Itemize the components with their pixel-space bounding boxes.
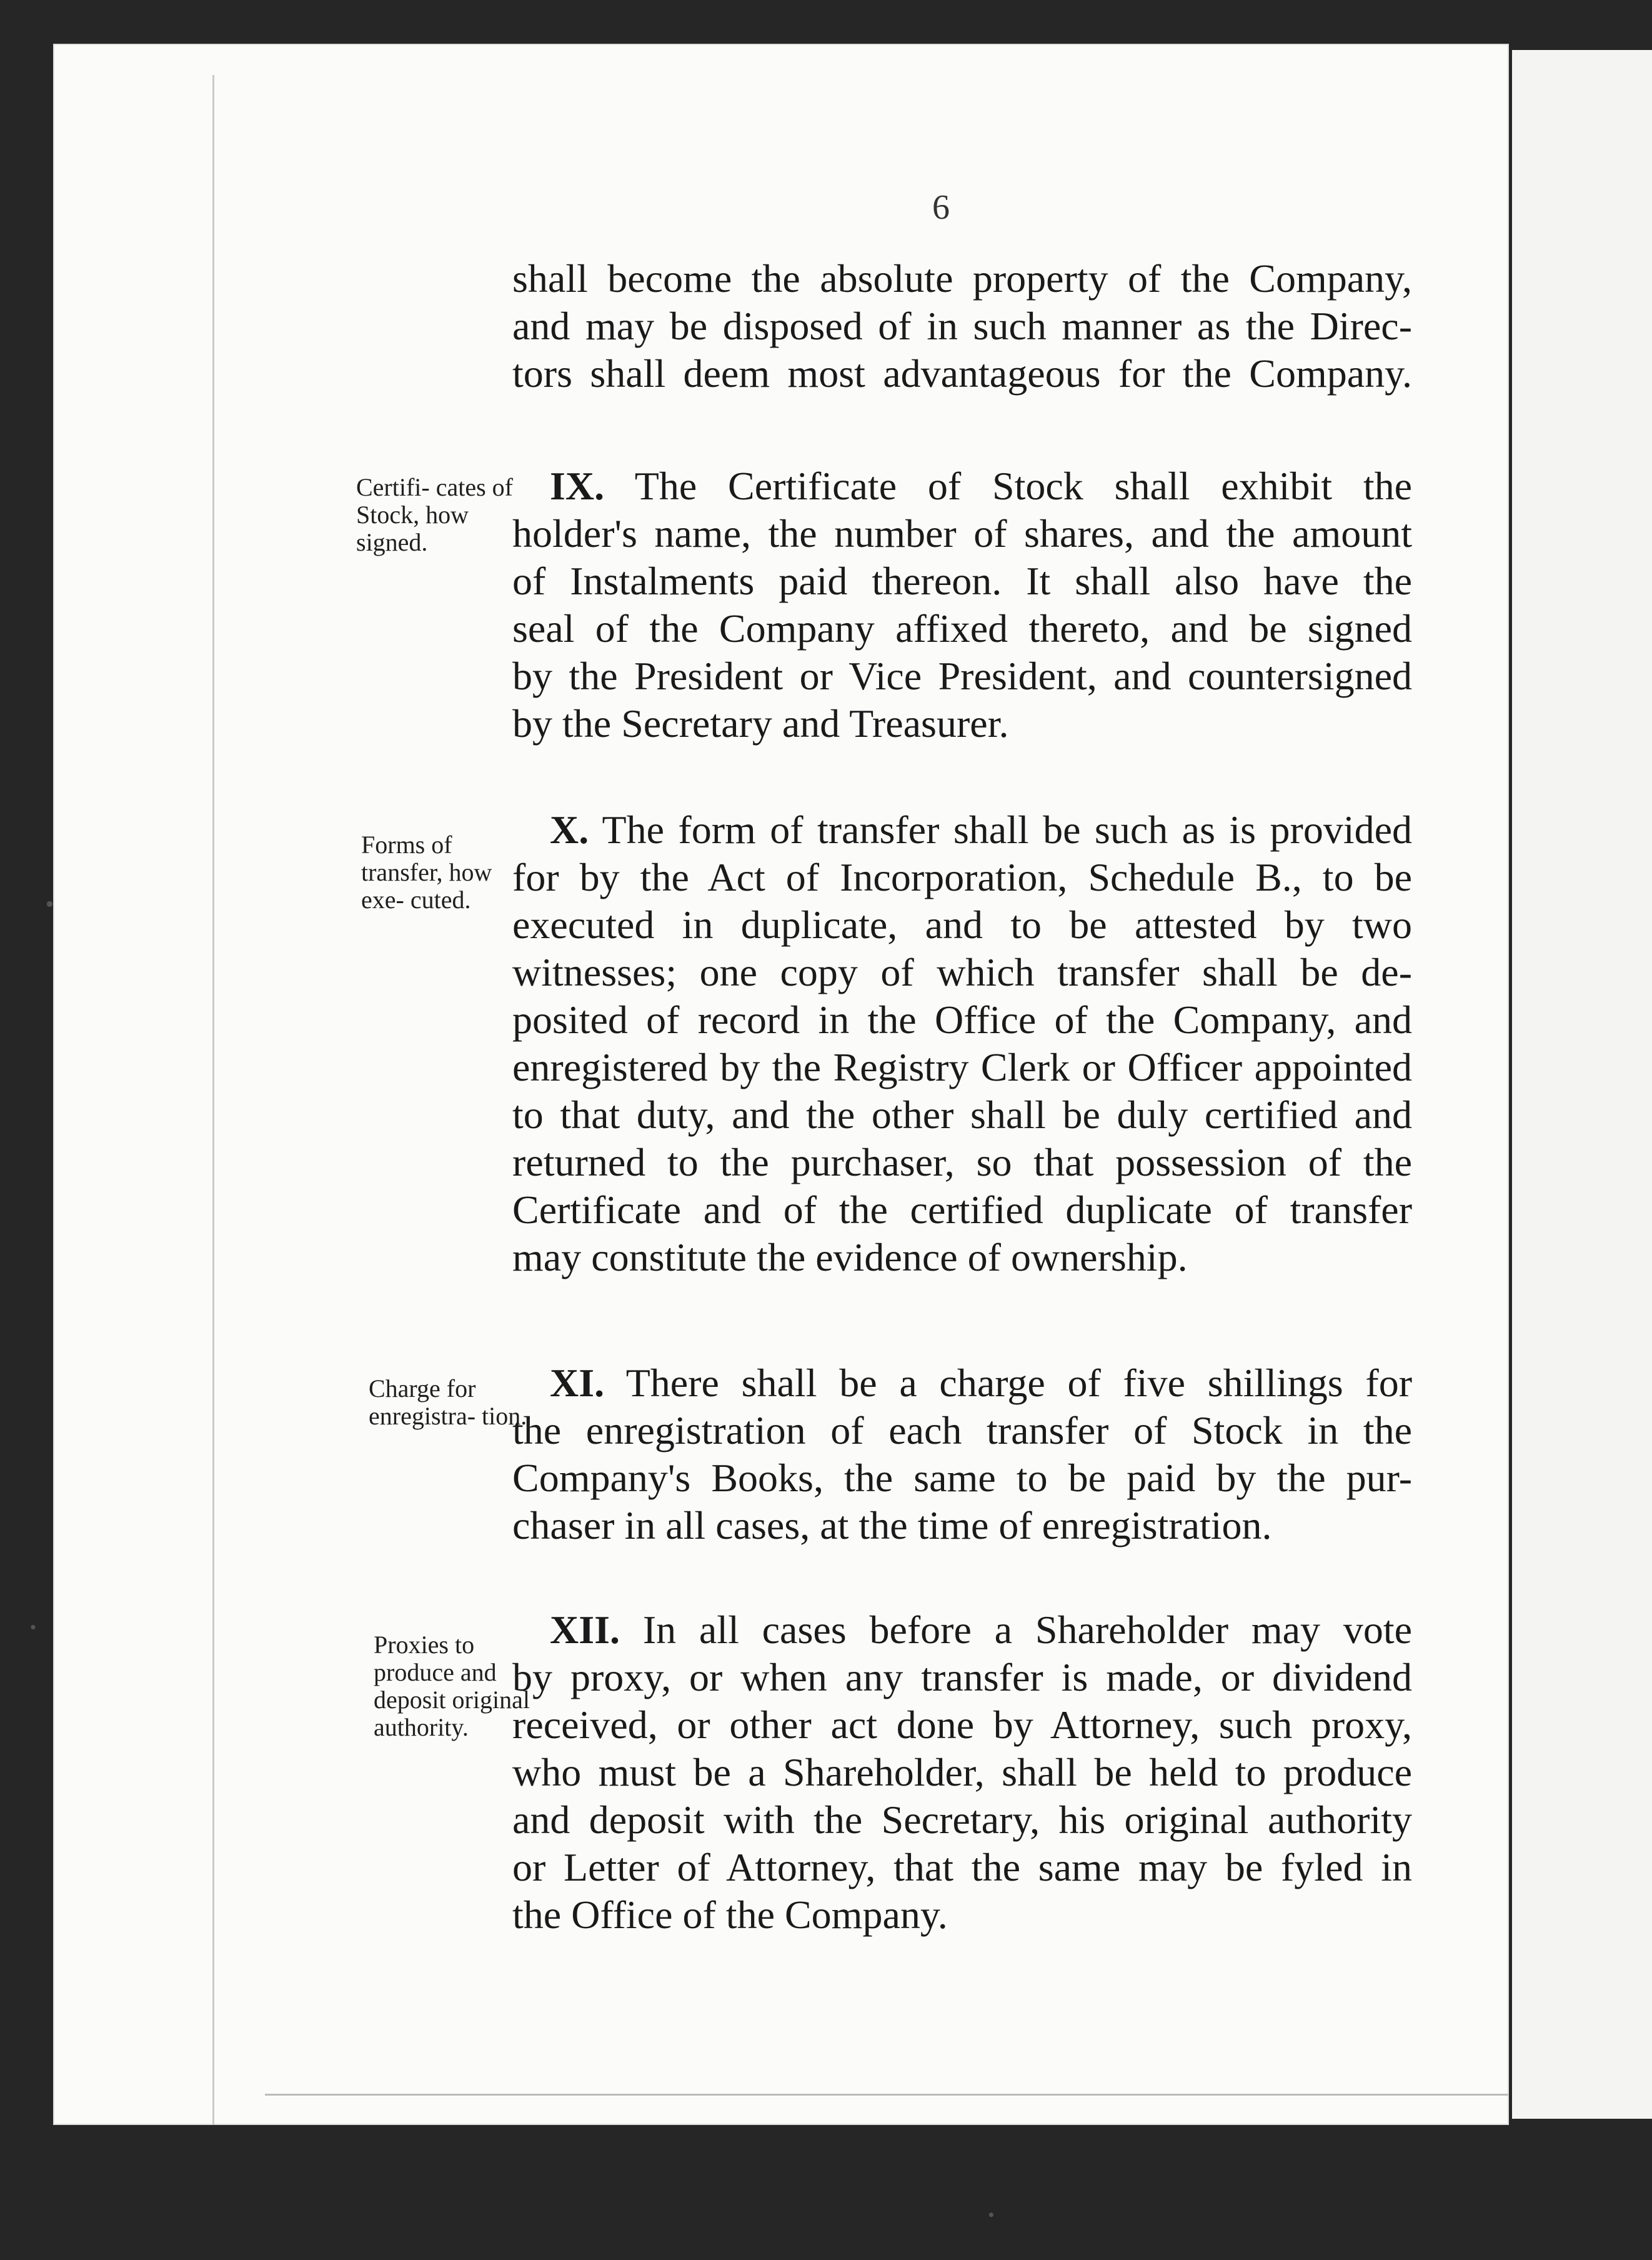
- text-line: chaser in all cases, at the time of enregistration.: [512, 1503, 1272, 1548]
- section-number: X.: [550, 808, 589, 852]
- text-line: may constitute the evidence of ownership.: [512, 1235, 1188, 1279]
- section-first-line: In all cases before a Shareholder may vote: [642, 1608, 1413, 1652]
- adjacent-page-edge: [1512, 50, 1652, 2119]
- text-line: of Instalments paid thereon. It shall also have the: [512, 559, 1412, 603]
- side-note-x: Forms of transfer, how exe- cuted.: [361, 831, 492, 914]
- text-line: and deposit with the Secretary, his original authority: [512, 1798, 1412, 1842]
- side-note-xi: Charge for enregistra- tion.: [369, 1374, 527, 1430]
- text-line: tors shall deem most advantageous for the Company.: [512, 351, 1412, 396]
- text-line: returned to the purchaser, so that possession of the: [512, 1140, 1412, 1184]
- text-line: posited of record in the Office of the Company, and: [512, 998, 1412, 1042]
- text-line: holder's name, the number of shares, and the amount: [512, 511, 1412, 556]
- section-number: XI.: [550, 1361, 605, 1405]
- section-number: XII.: [550, 1608, 620, 1652]
- section-first-line: The form of transfer shall be such as is provided: [602, 808, 1413, 852]
- section-xi: [512, 1359, 1412, 1549]
- section-ix: [512, 462, 1412, 748]
- text-line: enregistered by the Registry Clerk or Officer appointed: [512, 1045, 1412, 1089]
- text-line: who must be a Shareholder, shall be held to produce: [512, 1750, 1412, 1794]
- text-line: [512, 806, 1412, 854]
- section-xii: [512, 1606, 1412, 1939]
- text-line: or Letter of Attorney, that the same may be fyled in: [512, 1845, 1412, 1889]
- section-first-line: There shall be a charge of five shillings for: [625, 1361, 1413, 1405]
- text-line: received, or other act done by Attorney, such proxy,: [512, 1702, 1412, 1747]
- page-number: 6: [932, 188, 951, 227]
- text-line: Company's Books, the same to be paid by the pur-: [512, 1456, 1412, 1500]
- side-note-xii: Proxies to produce and deposit original authority.: [374, 1631, 530, 1741]
- text-line: by the Secretary and Treasurer.: [512, 701, 1009, 746]
- text-line: by the President or Vice President, and countersigned: [512, 654, 1412, 698]
- text-line: seal of the Company affixed thereto, and be signed: [512, 606, 1412, 651]
- text-line: the enregistration of each transfer of Stock in the: [512, 1408, 1412, 1452]
- text-line: shall become the absolute property of the Company,: [512, 256, 1412, 301]
- text-line: executed in duplicate, and to be attested by two: [512, 902, 1412, 947]
- text-line: for by the Act of Incorporation, Schedule B., to be: [512, 855, 1412, 899]
- page-bottom-edge: [265, 2094, 1508, 2096]
- text-line: and may be disposed of in such manner as the Direc-: [512, 304, 1412, 348]
- text-line: [512, 1606, 1412, 1654]
- text-line: to that duty, and the other shall be duly certified and: [512, 1092, 1412, 1137]
- text-line: Certificate and of the certified duplicate of transfer: [512, 1188, 1412, 1232]
- section-number: IX.: [550, 464, 605, 508]
- continuation-paragraph: [512, 255, 1412, 398]
- text-line: by proxy, or when any transfer is made, or dividend: [512, 1655, 1412, 1699]
- side-note-ix: Certifi- cates of Stock, how signed.: [356, 473, 513, 556]
- text-line: witnesses; one copy of which transfer shall be de-: [512, 950, 1412, 994]
- text-line: [512, 1359, 1412, 1407]
- section-first-line: The Certificate of Stock shall exhibit the: [634, 464, 1413, 508]
- text-line: the Office of the Company.: [512, 1892, 948, 1937]
- section-x: [512, 806, 1412, 1281]
- text-line: [512, 462, 1412, 510]
- page-gutter: [212, 75, 214, 2125]
